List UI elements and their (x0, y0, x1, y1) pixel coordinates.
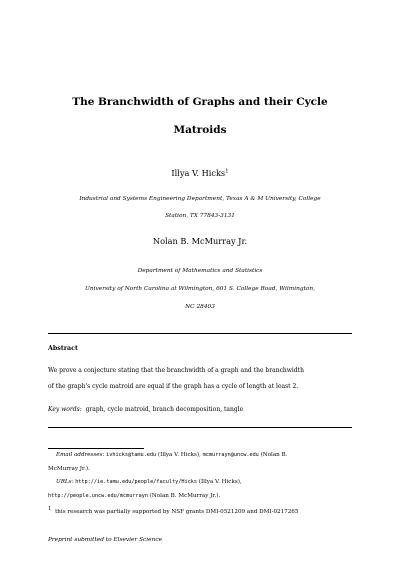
email1-owner: (Illya V. Hicks), (157, 452, 201, 458)
footnote-url2 (48, 491, 368, 503)
email2-owner: (Nolan B. (260, 452, 288, 458)
keywords-text: graph, cycle matroid, branch decomposition, tangle (85, 406, 244, 413)
email1-link[interactable]: ivhicks@tamu.edu (106, 452, 157, 458)
footnote-urls (56, 477, 376, 489)
abstract-line2: of the graph's cycle matroid are equal if the graph has a cycle of length at least 2. (48, 383, 299, 390)
abstract-bottom-rule (48, 427, 352, 428)
author1-affiliation-line1: Industrial and Systems Engineering Department, Texas A & M University, College (79, 196, 321, 202)
author1-footnote-mark: 1 (225, 168, 229, 175)
url1-owner: (Illya V. Hicks), (198, 479, 242, 485)
funding-mark: 1 (48, 506, 52, 512)
author1-name: Illya V. Hicks (171, 168, 226, 178)
footnote-funding (48, 504, 368, 518)
author2-affiliation-line2: University of North Carolina at Wilmington, 601 S. College Road, Wilmington, (85, 286, 315, 292)
author1 (0, 168, 400, 178)
url2-owner: (Nolan B. McMurray Jr.). (149, 493, 221, 499)
paper-title-line2: Matroids (173, 124, 227, 136)
funding-text: this research was partially supported by NSF grants DMI-0521209 and DMI-0217265 (55, 508, 299, 515)
url2-link[interactable]: http://people.uncw.edu/mcmurrayn (48, 493, 148, 499)
email-label: Email addresses: (56, 452, 105, 458)
abstract-heading: Abstract (48, 345, 78, 352)
author1-affiliation-line2: Station, TX 77843-3131 (165, 213, 235, 219)
abstract-line1: We prove a conjecture stating that the branchwidth of a graph and the branchwidth (48, 367, 304, 374)
footnote-email-cont: McMurray Jr.). (48, 466, 90, 472)
urls-label: URLs: (56, 479, 74, 485)
footnote-email (56, 450, 376, 462)
preprint-notice: Preprint submitted to Elsevier Science (48, 537, 162, 543)
email2-link[interactable]: mcmurrayn@uncw.edu (202, 452, 259, 458)
author2-affiliation-line1: Department of Mathematics and Statistics (137, 268, 263, 274)
url1-link[interactable]: http://ie.tamu.edu/people/faculty/Hicks (75, 479, 197, 485)
footnote-rule (48, 448, 144, 449)
keywords-label: Key words: (48, 406, 82, 413)
abstract-top-rule (48, 333, 352, 334)
keywords (48, 406, 243, 413)
author2-name: Nolan B. McMurray Jr. (152, 236, 248, 246)
author2-affiliation-line3: NC 28403 (185, 304, 215, 310)
paper-title-line1: The Branchwidth of Graphs and their Cycle (72, 96, 328, 108)
